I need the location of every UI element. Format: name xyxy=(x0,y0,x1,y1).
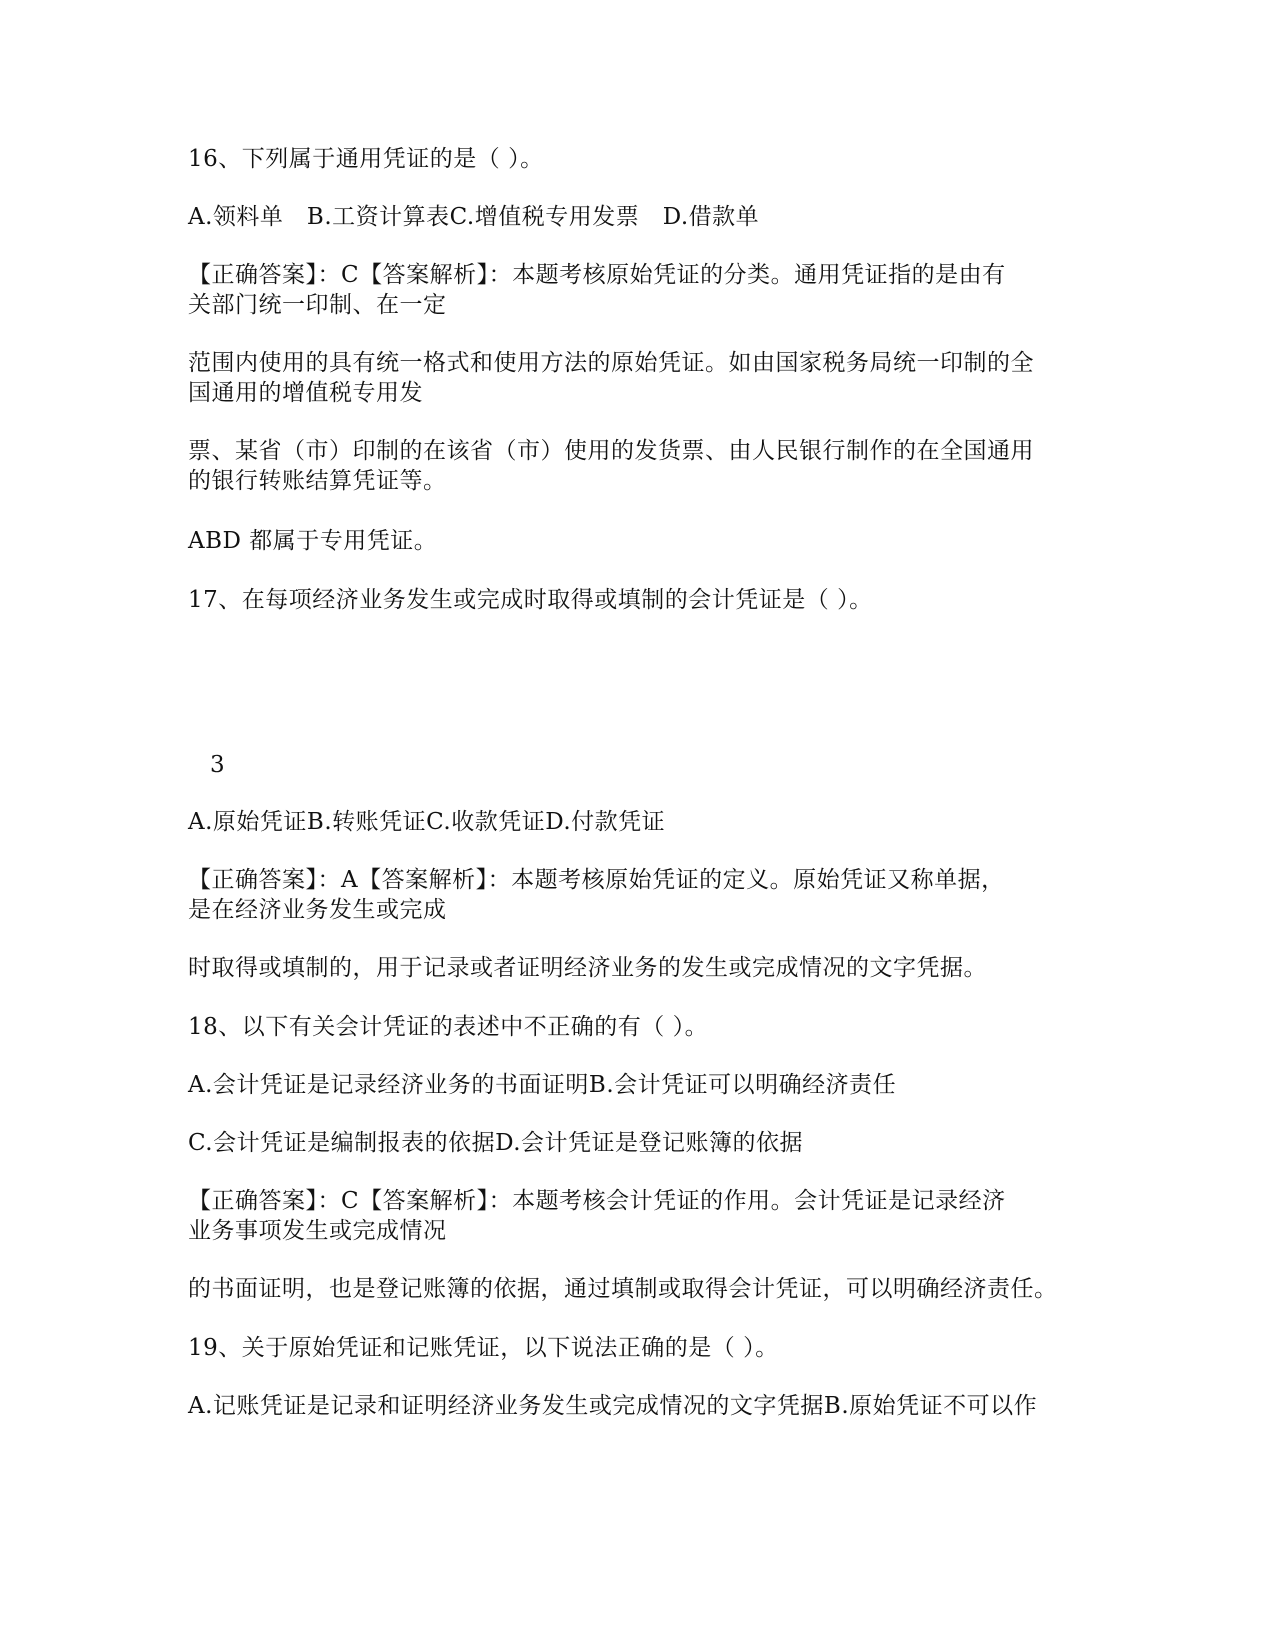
question-19-options-1: A.记账凭证是记录和证明经济业务发生或完成情况的文字凭据B.原始凭证不可以作 xyxy=(188,1393,1038,1419)
question-18-options-2: C.会计凭证是编制报表的依据D.会计凭证是登记账簿的依据 xyxy=(188,1130,804,1156)
question-17: 17、在每项经济业务发生或完成时取得或填制的会计凭证是（ ）。 xyxy=(188,587,873,613)
question-18: 18、以下有关会计凭证的表述中不正确的有（ ）。 xyxy=(188,1014,709,1040)
question-18-options-1: A.会计凭证是记录经济业务的书面证明B.会计凭证可以明确经济责任 xyxy=(188,1072,897,1098)
answer-18-line-3: 的书面证明，也是登记账簿的依据，通过填制或取得会计凭证，可以明确经济责任。 xyxy=(188,1276,1058,1302)
answer-18-line-2: 业务事项发生或完成情况 xyxy=(188,1218,447,1244)
answer-18-line-1: 【正确答案】：C【答案解析】：本题考核会计凭证的作用。会计凭证是记录经济 xyxy=(188,1188,1006,1214)
answer-16-line-1: 【正确答案】：C【答案解析】：本题考核原始凭证的分类。通用凭证指的是由有 xyxy=(188,262,1006,288)
page-number: 3 xyxy=(210,752,225,778)
answer-17-line-2: 是在经济业务发生或完成 xyxy=(188,897,447,923)
answer-17-line-1: 【正确答案】：A【答案解析】：本题考核原始凭证的定义。原始凭证又称单据， xyxy=(188,867,1005,893)
answer-16-line-2: 关部门统一印制、在一定 xyxy=(188,292,447,318)
answer-16-line-5: 票、某省（市）印制的在该省（市）使用的发货票、由人民银行制作的在全国通用 xyxy=(188,438,1034,464)
question-16-options: A.领料单 B.工资计算表C.增值税专用发票 D.借款单 xyxy=(188,204,760,230)
answer-17-line-3: 时取得或填制的，用于记录或者证明经济业务的发生或完成情况的文字凭据。 xyxy=(188,955,987,981)
question-19: 19、关于原始凭证和记账凭证，以下说法正确的是（ ）。 xyxy=(188,1335,779,1361)
answer-16-line-6: 的银行转账结算凭证等。 xyxy=(188,468,447,494)
question-16: 16、下列属于通用凭证的是（ ）。 xyxy=(188,146,544,172)
answer-16-line-7: ABD 都属于专用凭证。 xyxy=(188,528,438,554)
answer-16-line-3: 范围内使用的具有统一格式和使用方法的原始凭证。如由国家税务局统一印制的全 xyxy=(188,350,1034,376)
question-17-options: A.原始凭证B.转账凭证C.收款凭证D.付款凭证 xyxy=(188,809,666,835)
answer-16-line-4: 国通用的增值税专用发 xyxy=(188,380,423,406)
